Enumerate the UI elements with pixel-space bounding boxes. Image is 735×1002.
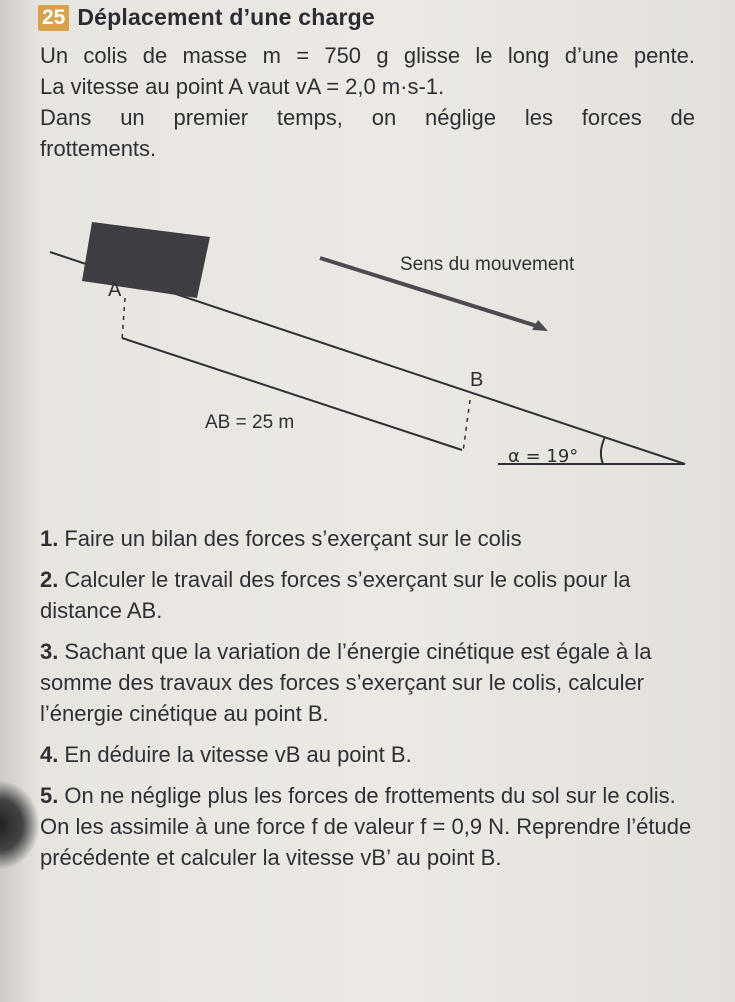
intro-line-4: frottements. [40,136,157,161]
angle-arc [601,437,605,464]
incline-figure [0,190,735,510]
exercise-title: Déplacement d’une charge [77,4,375,30]
question-2: 2. Calculer le travail des forces s’exerçant sur le colis pour la distance AB. [40,567,631,623]
label-point-b: B [470,369,484,391]
label-angle: α = 19° [508,446,579,467]
exercise-header [38,4,375,31]
question-1: 1. Faire un bilan des forces s’exerçant sur le colis [40,526,522,551]
intro-line-2: La vitesse au point A vaut vA = 2,0 m·s-1. [40,74,445,99]
point-b-marker [463,400,470,452]
distance-ab-line [122,338,462,450]
exercise-intro [40,40,695,164]
intro-line-3: Dans un premier temps, on néglige les forces de [40,105,695,130]
intro-line-1: Un colis de masse m = 750 g glisse le long d’une pente. [40,43,695,68]
question-5: 5. On ne néglige plus les forces de frottements du sol sur le colis. On les assimile à une force f de valeur f = 0,9 N. Reprendre l’étude précédente et calculer la vitesse vB’ au point B. [40,783,692,870]
exercise-number: 25 [38,5,69,31]
label-motion: Sens du mouvement [400,254,575,275]
label-distance: AB = 25 m [205,412,295,433]
question-4: 4. En déduire la vitesse vB au point B. [40,742,412,767]
point-a-marker [122,298,125,340]
binding-ring-shadow [0,780,40,870]
package-block [82,222,210,298]
question-3: 3. Sachant que la variation de l’énergie cinétique est égale à la somme des travaux des forces s’exerçant sur le colis, calculer l’énergie cinétique au point B. [40,639,652,726]
label-point-a: A [108,279,122,301]
question-list [40,523,695,883]
